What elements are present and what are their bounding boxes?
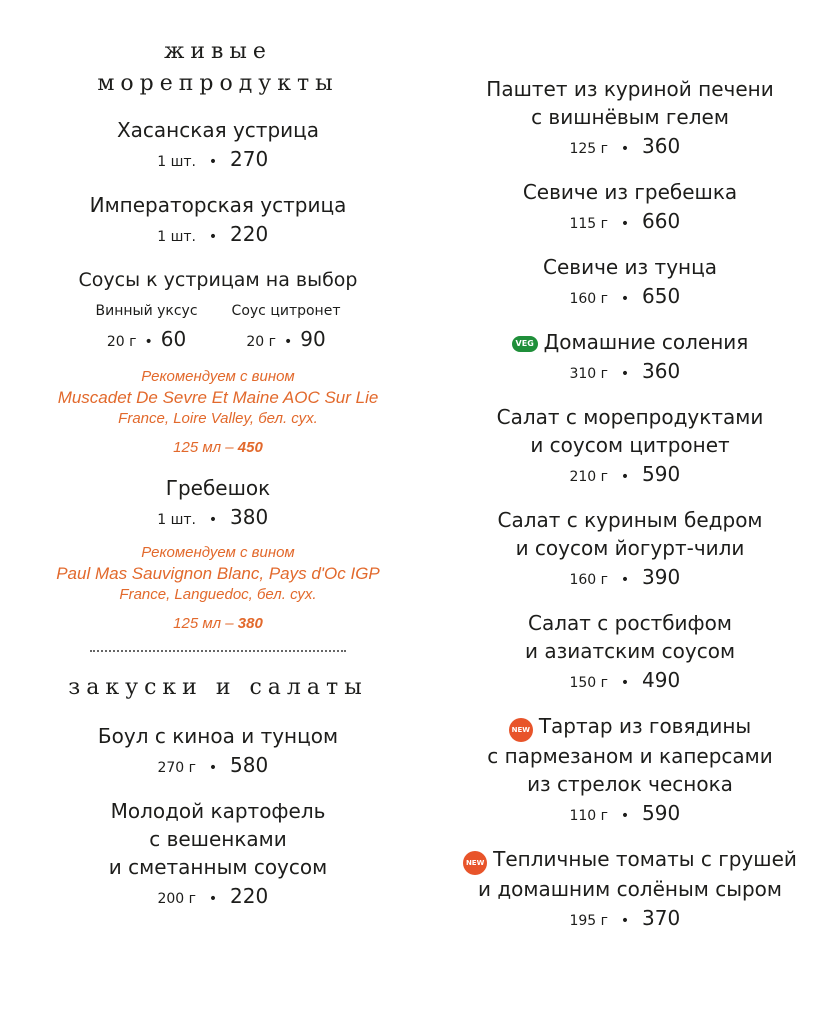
wine-price [40,613,396,634]
menu-item [462,253,798,311]
item-name-row [462,712,798,742]
menu-item [40,722,396,780]
menu-item [40,797,396,911]
item-price: 650 [642,284,681,308]
item-price: 590 [642,462,681,486]
menu-item [40,474,396,532]
separator-dot: • [208,760,218,776]
section-title-line: живые [164,39,272,64]
item-name: Боул с киноа и тунцом [97,724,339,748]
separator-dot: • [620,216,630,232]
price-row [462,562,798,592]
menu-item [462,712,798,828]
item-qty: 150 г [569,675,608,691]
item-qty: 200 г [157,891,196,907]
separator-dot: • [208,512,218,528]
separator-dot: • [144,334,153,350]
separator-dot: • [620,291,630,307]
section-title-appetizers: закуски и салаты [68,675,368,700]
item-qty: 110 г [569,808,608,824]
item-qty: 270 г [157,760,196,776]
item-name-line: и домашним солёным сыром [477,877,783,901]
item-price: 390 [642,565,681,589]
sauce-price: 60 [160,327,187,351]
wine-name: Muscadet De Sevre Et Maine AOC Sur Lie [57,388,379,407]
item-qty: 115 г [569,216,608,232]
sauce-price: 90 [300,327,326,351]
separator-dot: • [208,229,218,245]
new-badge-icon: NEW [463,851,487,875]
item-price: 380 [230,505,269,529]
price-row [462,206,798,236]
new-badge-icon: NEW [509,718,533,742]
price-row [40,750,396,780]
item-name: Севиче из гребешка [522,180,738,204]
item-name-line: и соусом йогурт-чили [515,536,745,560]
sauce-price-row [232,322,341,356]
item-price: 580 [230,753,269,777]
sauce-item [96,300,198,356]
wine-price-value: 450 [237,439,263,456]
item-name-line: с вишнёвым гелем [531,105,729,129]
menu-item [462,845,798,933]
item-name-line: и соусом цитронет [530,433,730,457]
item-name-line: и азиатским соусом [524,639,736,663]
item-qty: 1 шт. [157,154,196,170]
item-name-line: с пармезаном и каперсами [487,744,773,768]
wine-volume: 125 мл – [173,439,238,456]
item-qty: 1 шт. [157,512,196,528]
wine-rec-label: Рекомендуем с вином [141,368,295,385]
menu-item [462,609,798,695]
menu-item [462,328,798,386]
price-row [462,131,798,161]
item-qty: 125 г [569,141,608,157]
item-price: 270 [230,147,269,171]
item-name-line: с вешенками [149,827,287,851]
item-name-line: Салат с морепродуктами [496,405,764,429]
section-title-line: морепродукты [97,71,339,96]
item-price: 490 [642,668,681,692]
menu-item [462,75,798,161]
wine-volume: 125 мл – [173,615,238,632]
item-qty: 310 г [569,366,608,382]
item-price: 360 [642,359,681,383]
sauces-title: Соусы к устрицам на выбор [78,269,358,291]
sauces-grid [40,300,396,356]
price-row [462,356,798,386]
item-qty: 210 г [569,469,608,485]
item-price: 590 [642,801,681,825]
item-name: Севиче из тунца [543,255,717,279]
item-price: 370 [642,906,681,930]
item-qty: 195 г [569,913,608,929]
separator-dot: • [208,891,218,907]
price-row [462,798,798,828]
section-title-live-seafood [40,36,396,100]
item-name-line: Тартар из говядины [538,714,752,738]
price-row [462,281,798,311]
item-qty: 160 г [569,291,608,307]
price-row [462,903,798,933]
item-name: Хасанская устрица [116,118,320,142]
price-row [462,459,798,489]
menu-item [462,403,798,489]
menu-item [462,506,798,592]
separator-dot: • [208,154,218,170]
wine-price [40,437,396,458]
item-name-line: Молодой картофель [110,799,326,823]
separator-dot: • [620,913,630,929]
item-name: Домашние соления [543,330,749,354]
item-qty: 160 г [569,572,608,588]
item-name: Гребешок [165,476,271,500]
sauce-price-row [96,322,198,356]
left-column [40,0,396,928]
wine-price-value: 380 [237,615,263,632]
item-name-line: Тепличные томаты с грушей [493,847,797,871]
sauce-item [232,300,341,356]
item-qty: 1 шт. [157,229,196,245]
wine-origin: France, Languedoc, бел. сух. [119,586,317,603]
dotted-divider [90,650,346,652]
item-name-line: и сметанным соусом [108,855,328,879]
separator-dot: • [620,808,630,824]
item-name-line: из стрелок чеснока [527,772,733,796]
wine-name: Paul Mas Sauvignon Blanc, Pays d'Oc IGP [56,564,380,583]
sauce-name: Соус цитронет [231,303,341,319]
item-price: 220 [230,884,269,908]
wine-recommendation [40,366,396,458]
price-row [40,502,396,532]
item-name-row [462,328,798,356]
menu-item [40,116,396,174]
item-price: 360 [642,134,681,158]
separator-dot: • [283,334,293,350]
wine-rec-label: Рекомендуем с вином [141,544,295,561]
item-price: 220 [230,222,269,246]
wine-recommendation [40,542,396,634]
price-row [40,219,396,249]
item-name-line: Салат с ростбифом [528,611,732,635]
sauce-qty: 20 г [106,334,137,350]
item-name-line: Паштет из куриной печени [486,77,774,101]
price-row [40,144,396,174]
sauce-qty: 20 г [246,334,276,350]
separator-dot: • [620,141,630,157]
sauces-block [40,266,396,356]
sauce-name: Винный уксус [95,303,198,319]
item-name-row [462,845,798,875]
right-column [462,0,798,950]
menu-item [40,191,396,249]
price-row [462,665,798,695]
price-row [40,881,396,911]
veg-badge-icon: VEG [512,336,538,352]
separator-dot: • [620,675,630,691]
menu-item [462,178,798,236]
item-name-line: Салат с куриным бедром [497,508,763,532]
item-name: Императорская устрица [89,193,347,217]
separator-dot: • [620,469,630,485]
separator-dot: • [620,366,630,382]
wine-origin: France, Loire Valley, бел. сух. [118,410,318,427]
item-price: 660 [642,209,681,233]
separator-dot: • [620,572,630,588]
